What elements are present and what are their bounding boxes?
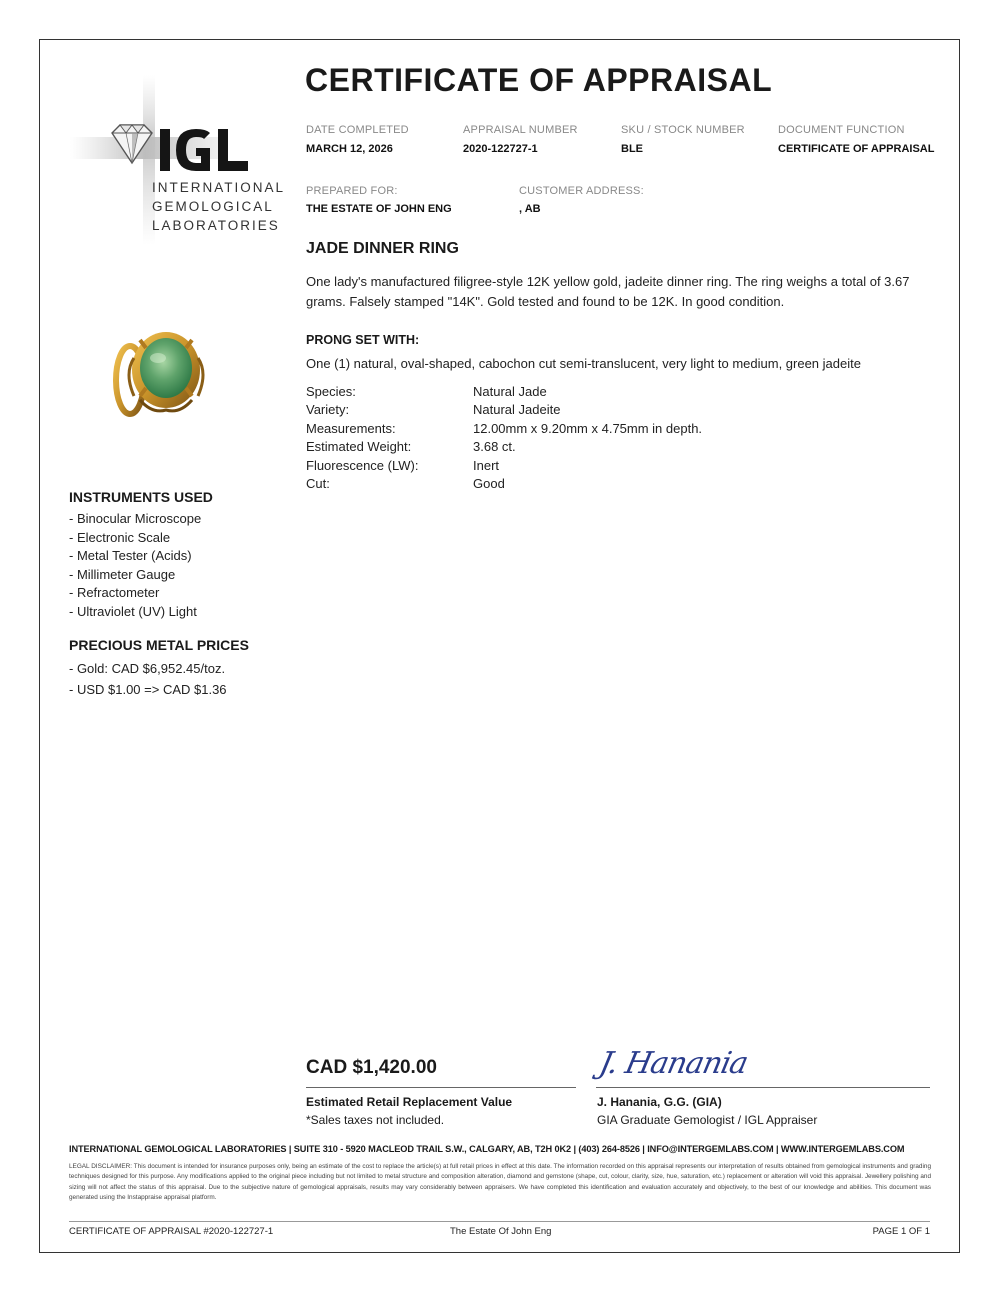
ring-photo bbox=[100, 318, 210, 428]
instruments-list bbox=[69, 510, 201, 621]
date-value: MARCH 12, 2026 bbox=[306, 143, 393, 155]
value-label: Estimated Retail Replacement Value bbox=[306, 1095, 513, 1109]
sku-value: BLE bbox=[621, 143, 643, 155]
divider bbox=[69, 1221, 930, 1222]
spec-value: Natural Jade bbox=[473, 384, 547, 399]
date-label: DATE COMPLETED bbox=[306, 124, 409, 136]
footer-certificate-number: CERTIFICATE OF APPRAISAL #2020-122727-1 bbox=[69, 1226, 274, 1237]
spec-value: 3.68 ct. bbox=[473, 439, 516, 454]
prong-heading: PRONG SET WITH: bbox=[306, 333, 420, 347]
item-description bbox=[306, 272, 909, 312]
description-line: grams. Falsely stamped "14K". Gold tested and found to be 12K. In good condition. bbox=[306, 294, 785, 309]
spec-value: Good bbox=[473, 476, 505, 491]
document-function-label: DOCUMENT FUNCTION bbox=[778, 124, 905, 136]
sku-label: SKU / STOCK NUMBER bbox=[621, 124, 745, 136]
spec-key: Measurements: bbox=[306, 421, 396, 436]
list-item: - USD $1.00 => CAD $1.36 bbox=[69, 681, 227, 697]
prepared-for-label: PREPARED FOR: bbox=[306, 185, 398, 197]
list-item: - Millimeter Gauge bbox=[69, 566, 176, 582]
legal-disclaimer: LEGAL DISCLAIMER: This document is intended for insurance purposes only, being an estimate of the cost to replace the article(s) at full retail prices in effect at this date. The information recorded on this appraisal represents our interpretation of results obtained from gemological instruments and grading techniques designed for this purpose. Any modifications applied to the original piece including but not limited to metal structure and composition alteration, diamond and gemstone (shape, cut, colour, clarity, size, hue, saturation, etc.) replacement or alteration will void this appraisal. Jewellery polishing and sizing will not affect the status of this appraisal. Due to the subjective nature of gemological appraisals, results may vary considerably between appraisers. We have completed this identification and evaluation accurately and objectively, to the best of our knowledge and abilities. This document was generated using the Instappraise appraisal platform. bbox=[69, 1163, 931, 1201]
divider bbox=[306, 1087, 576, 1088]
metal-prices-heading: PRECIOUS METAL PRICES bbox=[69, 637, 249, 653]
spec-value: Natural Jadeite bbox=[473, 402, 561, 417]
appraisal-number-value: 2020-122727-1 bbox=[463, 143, 538, 155]
prepared-for-value: THE ESTATE OF JOHN ENG bbox=[306, 203, 452, 215]
list-item: - Refractometer bbox=[69, 585, 160, 600]
list-item: - Metal Tester (Acids) bbox=[69, 548, 192, 563]
document-function-value: CERTIFICATE OF APPRAISAL bbox=[778, 143, 935, 155]
spec-key: Fluorescence (LW): bbox=[306, 458, 419, 473]
document-title: CERTIFICATE OF APPRAISAL bbox=[305, 62, 773, 98]
logo-line: LABORATORIES bbox=[152, 218, 280, 233]
divider bbox=[596, 1087, 930, 1088]
spec-key: Variety: bbox=[306, 402, 350, 417]
tax-note: *Sales taxes not included. bbox=[306, 1113, 445, 1127]
footer-page-number: PAGE 1 OF 1 bbox=[872, 1226, 930, 1237]
list-item: - Electronic Scale bbox=[69, 529, 171, 545]
lab-address: INTERNATIONAL GEMOLOGICAL LABORATORIES | SUITE 310 - 5920 MACLEOD TRAIL S.W., CALGARY, AB, T2H 0K2 | (403) 264-8526 | INFO@INTERGEMLABS.COM | WWW.INTERGEMLABS.COM bbox=[69, 1144, 905, 1154]
appraiser-title: GIA Graduate Gemologist / IGL Appraiser bbox=[597, 1113, 818, 1127]
spec-value: 12.00mm x 9.20mm x 4.75mm in depth. bbox=[473, 421, 703, 436]
replacement-value: CAD $1,420.00 bbox=[306, 1057, 437, 1078]
customer-address-label: CUSTOMER ADDRESS: bbox=[519, 185, 644, 197]
logo-wordmark bbox=[152, 178, 285, 235]
metal-prices-list bbox=[69, 659, 227, 700]
instruments-heading: INSTRUMENTS USED bbox=[69, 489, 213, 505]
spec-value: Inert bbox=[473, 458, 500, 473]
logo-line: INTERNATIONAL bbox=[152, 180, 286, 195]
spec-key: Species: bbox=[306, 384, 356, 399]
list-item: - Ultraviolet (UV) Light bbox=[69, 603, 197, 619]
list-item: - Gold: CAD $6,952.45/toz. bbox=[69, 661, 226, 676]
logo-line: GEMOLOGICAL bbox=[152, 199, 274, 214]
appraisal-number-label: APPRAISAL NUMBER bbox=[463, 124, 578, 136]
spec-key: Cut: bbox=[306, 476, 330, 491]
description-line: One lady's manufactured filigree-style 12K yellow gold, jadeite dinner ring. The ring weighs a total of 3.67 bbox=[306, 274, 910, 289]
signature: J. Hanania bbox=[596, 1046, 751, 1081]
appraiser-name: J. Hanania, G.G. (GIA) bbox=[597, 1095, 722, 1109]
customer-address-value: , AB bbox=[519, 203, 541, 215]
prong-text: One (1) natural, oval-shaped, cabochon cut semi-translucent, very light to medium, green jadeite bbox=[306, 356, 861, 371]
list-item: - Binocular Microscope bbox=[69, 511, 202, 526]
spec-key: Estimated Weight: bbox=[306, 439, 412, 454]
item-title: JADE DINNER RING bbox=[306, 240, 459, 257]
footer-client: The Estate Of John Eng bbox=[450, 1226, 552, 1237]
